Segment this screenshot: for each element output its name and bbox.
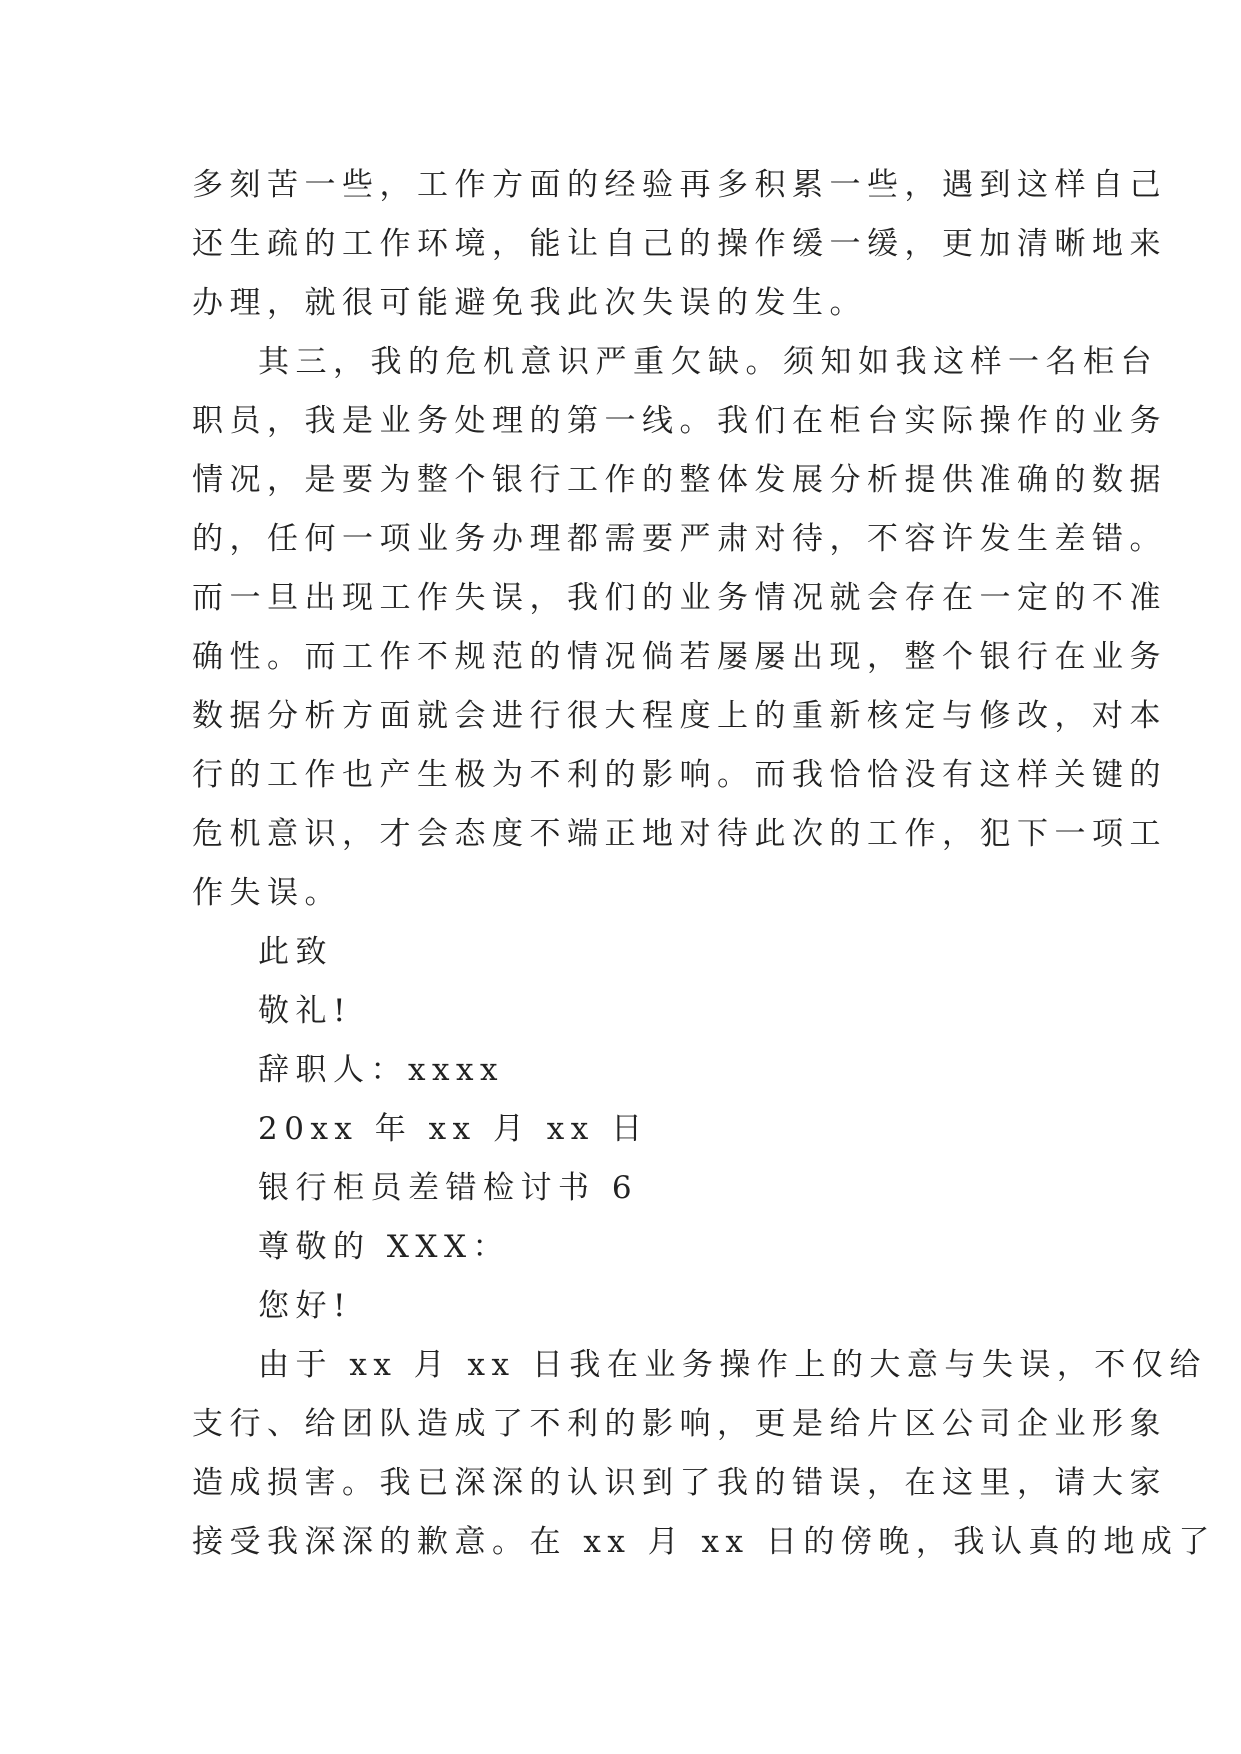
text-line: 造成损害。我已深深的认识到了我的错误，在这里，请大家	[192, 1465, 1167, 1501]
section-title: 银行柜员差错检讨书 6	[258, 1170, 639, 1206]
paragraph-start-line: 由于 xx 月 xx 日我在业务操作上的大意与失误，不仅给	[258, 1347, 1207, 1383]
document-body	[192, 156, 1216, 1572]
text-line: 支行、给团队造成了不利的影响，更是给片区公司企业形象	[192, 1406, 1167, 1442]
text-line: 办理，就很可能避免我此次失误的发生。	[192, 285, 867, 321]
signature-line: 辞职人：xxxx	[258, 1052, 504, 1088]
closing-salutation: 此致	[258, 934, 333, 970]
text-line: 的，任何一项业务办理都需要严肃对待，不容许发生差错。	[192, 521, 1167, 557]
text-line: 行的工作也产生极为不利的影响。而我恰恰没有这样关键的	[192, 757, 1167, 793]
text-line: 确性。而工作不规范的情况倘若屡屡出现，整个银行在业务	[192, 639, 1167, 675]
text-line: 情况，是要为整个银行工作的整体发展分析提供准确的数据	[192, 462, 1167, 498]
text-line: 危机意识，才会态度不端正地对待此次的工作，犯下一项工	[192, 816, 1167, 852]
closing-respect: 敬礼!	[258, 993, 352, 1029]
text-line: 职员，我是业务处理的第一线。我们在柜台实际操作的业务	[192, 403, 1167, 439]
text-line: 还生疏的工作环境，能让自己的操作缓一缓，更加清晰地来	[192, 226, 1167, 262]
text-line: 接受我深深的歉意。在 xx 月 xx 日的傍晚，我认真的地成了	[192, 1524, 1216, 1560]
date-line: 20xx 年 xx 月 xx 日	[258, 1111, 649, 1147]
text-line: 作失误。	[192, 875, 342, 911]
text-line: 多刻苦一些，工作方面的经验再多积累一些，遇到这样自己	[192, 167, 1167, 203]
greeting-recipient: 尊敬的 XXX：	[258, 1229, 511, 1265]
text-line: 数据分析方面就会进行很大程度上的重新核定与修改，对本	[192, 698, 1167, 734]
paragraph-start-line: 其三，我的危机意识严重欠缺。须知如我这样一名柜台	[258, 344, 1158, 380]
greeting: 您好!	[258, 1288, 352, 1324]
text-line: 而一旦出现工作失误，我们的业务情况就会存在一定的不准	[192, 580, 1167, 616]
